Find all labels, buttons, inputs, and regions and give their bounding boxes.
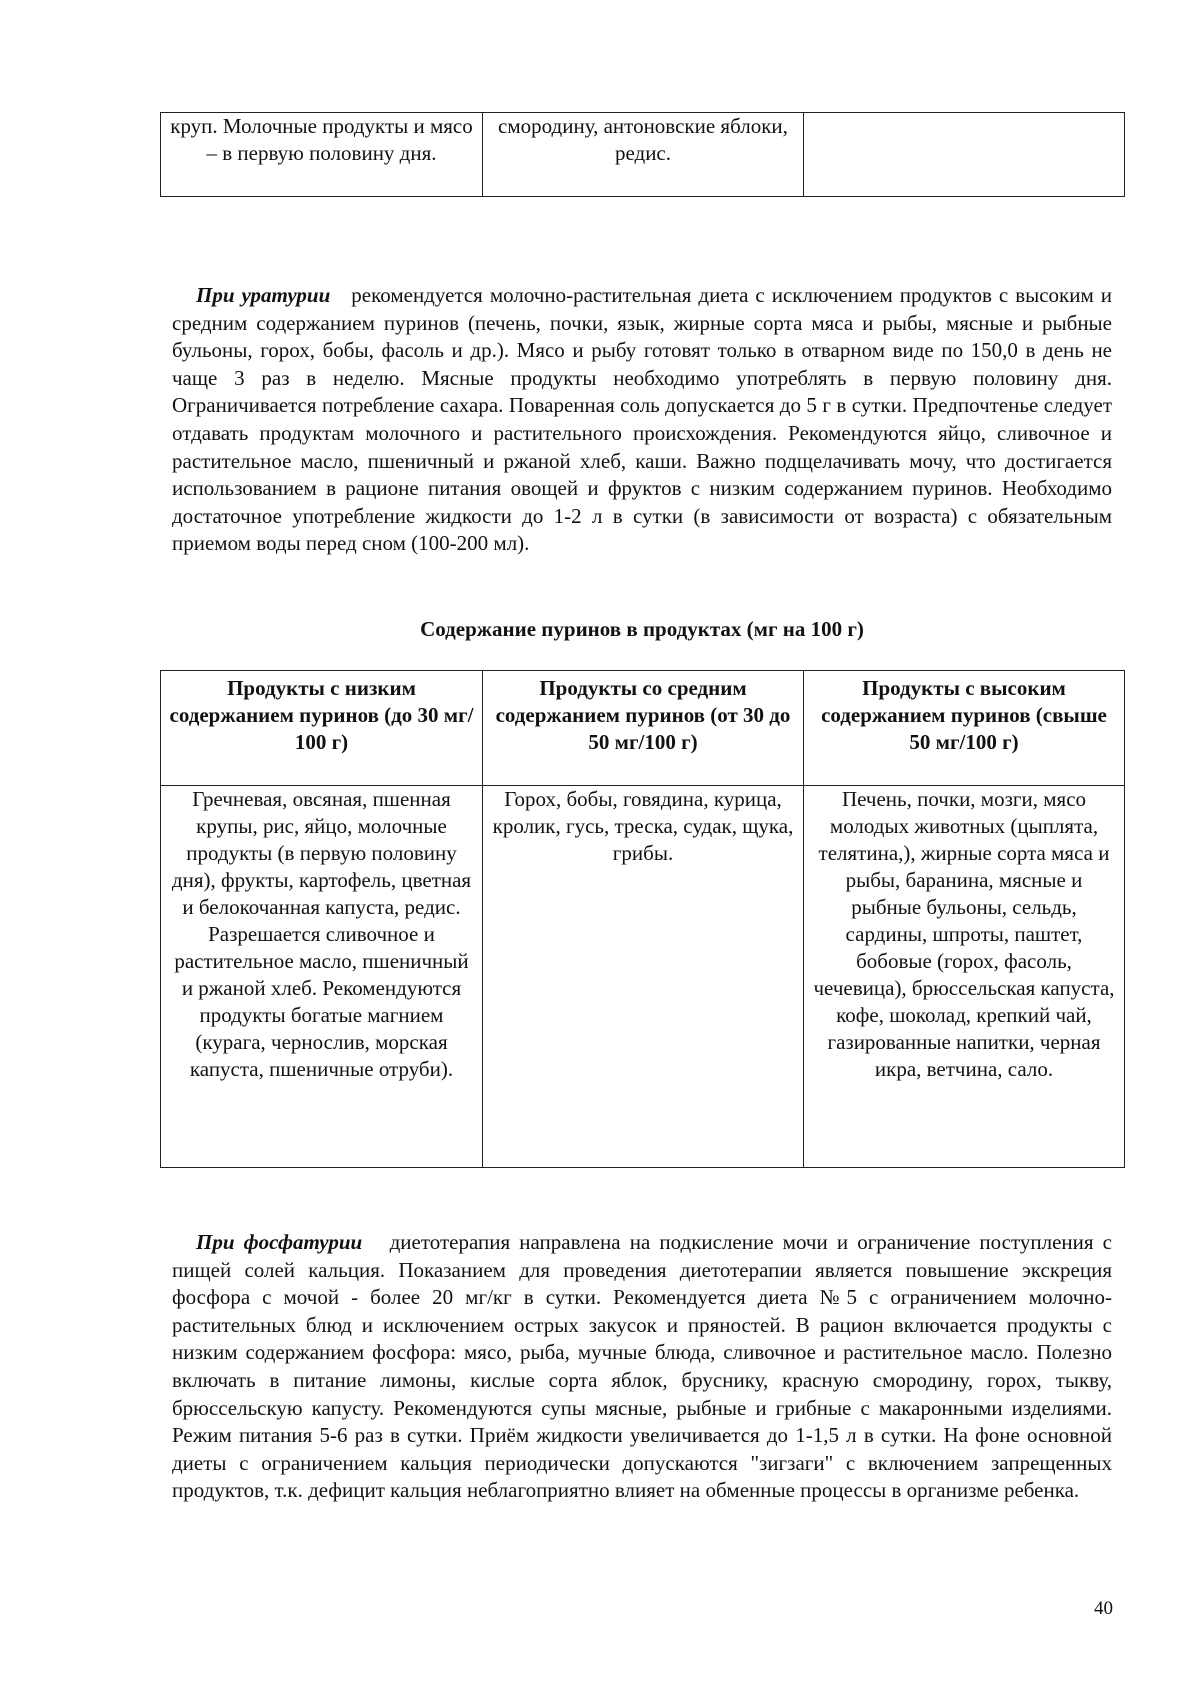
uraturia-paragraph: [172, 282, 1112, 558]
phosphaturia-paragraph: [172, 1229, 1112, 1505]
phosphaturia-text: диетотерапия направлена на подкисление мочи и ограничение поступления с пищей солей кальция. Показанием для проведения диетотерапии является повышение экскреция фосфора с мочой - более 20 мг/кг в сутки. Рекомендуется диета №5 с ограничением молочно-растительных блюд и исключением острых закусок и пряностей. В рацион включается продукты с низким содержанием фосфора: мясо, рыба, мучные блюда, сливочное и растительное масло. Полезно включать в питание лимоны, кислые сорта яблок, бруснику, красную смородину, горох, тыкву, брюссельскую капусту. Рекомендуются супы мясные, рыбные и грибные с макаронными изделиями. Режим питания 5-6 раз в сутки. Приём жидкости увеличивается до 1-1,5 л в сутки. На фоне основной диеты с ограничением кальция периодически допускаются "зигзаги" с включением запрещенных продуктов, т.к. дефицит кальция неблагоприятно влияет на обменные процессы в организме ребенка.: [172, 1230, 1112, 1503]
uraturia-lead: При уратурии: [196, 283, 331, 307]
uraturia-text: рекомендуется молочно-растительная диета с исключением продуктов с высоким и средним содержанием пуринов (печень, почки, язык, жирные сорта мяса и рыбы, мясные и рыбные бульоны, горох, бобы, фасоль и др.). Мясо и рыбу готовят только в отварном виде по 150,0 в день не чаще 3 раз в неделю. Мясные продукты необходимо употреблять в первую половину дня. Ограничивается потребление сахара. Поваренная соль допускается до 5 г в сутки. Предпочтенье следует отдавать продуктам молочного и растительного происхождения. Рекомендуются яйцо, сливочное и растительное масло, пшеничный и ржаной хлеб, каши. Важно подщелачивать мочу, что достигается использованием в рационе питания овощей и фруктов с низким содержанием пуринов. Необходимо достаточное употребление жидкости до 1-2 л в сутки (в зависимости от возраста) с обязательным приемом воды перед сном (100-200 мл).: [172, 283, 1113, 556]
table-row: [161, 113, 1125, 197]
phosphaturia-lead: При фосфатурии: [196, 1230, 363, 1254]
column-header-medium: Продукты со средним содержанием пуринов (от 30 до 50 мг/100 г): [483, 671, 804, 786]
purine-table: [160, 670, 1125, 1168]
continuation-table: [160, 112, 1125, 197]
table-header-row: [161, 671, 1125, 786]
high-purine-cell: Печень, почки, мозги, мясо молодых животных (цыплята, телятина,), жирные сорта мяса и рыбы, баранина, мясные и рыбные бульоны, сельдь, сардины, шпроты, паштет, бобовые (горох, фасоль, чечевица), брюссельская капуста, кофе, шоколад, крепкий чай, газированные напитки, черная икра, ветчина, сало.: [804, 786, 1125, 1168]
column-header-high: Продукты с высоким содержанием пуринов (свыше 50 мг/100 г): [804, 671, 1125, 786]
table-cell: смородину, антоновские яблоки, редис.: [483, 113, 804, 197]
table-row: [161, 786, 1125, 1168]
low-purine-cell: Гречневая, овсяная, пшенная крупы, рис, яйцо, молочные продукты (в первую половину дня), фрукты, картофель, цветная и белокочанная капуста, редис. Разрешается сливочное и растительное масло, пшеничный и ржаной хлеб. Рекомендуются продукты богатые магнием (курага, чернослив, морская капуста, пшеничные отруби).: [161, 786, 483, 1168]
column-header-low: Продукты с низким содержанием пуринов (до 30 мг/ 100 г): [161, 671, 483, 786]
page-number: 40: [1094, 1598, 1113, 1619]
table-cell: круп. Молочные продукты и мясо – в первую половину дня.: [161, 113, 483, 197]
medium-purine-cell: Горох, бобы, говядина, курица, кролик, гусь, треска, судак, щука, грибы.: [483, 786, 804, 1168]
table-cell: [804, 113, 1125, 197]
purine-table-caption: Содержание пуринов в продуктах (мг на 100 г): [420, 617, 864, 641]
